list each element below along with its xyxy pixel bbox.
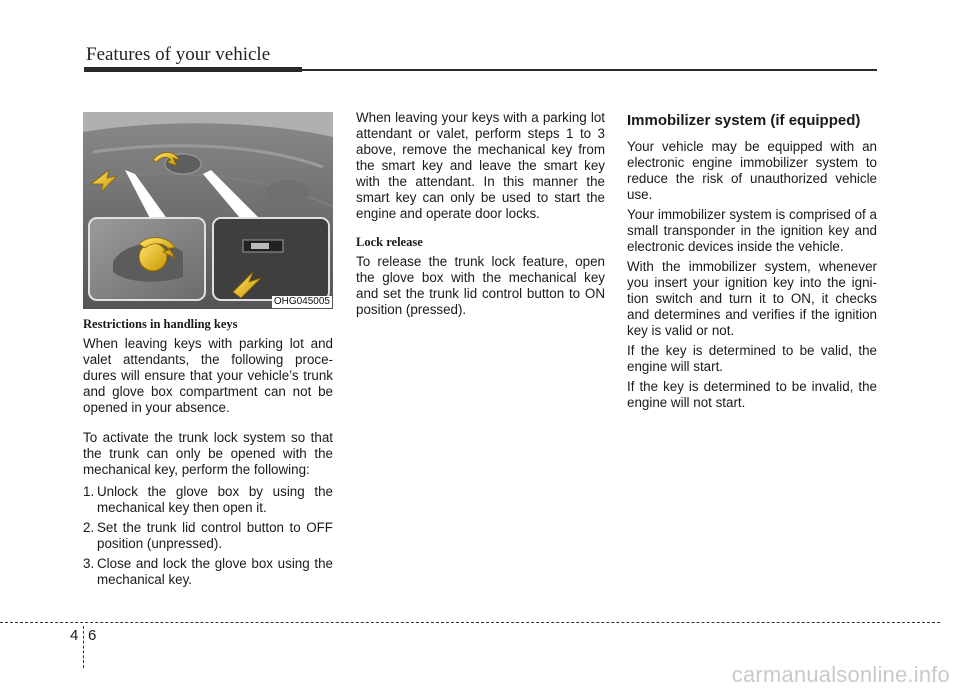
immobilizer-paragraph: If the key is determined to be valid, the engine will start. [627,343,877,374]
valet-paragraph: When leaving your keys with a parking lot attendant or valet, perform steps 1 to 3 above, remove the mechanical key from the smart key and leave the smart key with the attendant. In this manner the smart key can only be used to start the engine and operate door locks. [356,110,605,221]
restrictions-subheading: Restrictions in handling keys [83,317,238,331]
immobilizer-paragraph: Your vehicle may be equipped with an electronic engine immobilizer system to reduce the risk of unauthorized vehicle use. [627,139,877,202]
left-column [83,316,333,592]
list-item: 2. Set the trunk lid control button to OFF position (unpressed). [83,520,333,551]
list-item: 3. Close and lock the glove box using the mechanical key. [83,556,333,587]
footer-divider [83,626,84,668]
immobilizer-paragraph: With the immobilizer system, whenever you insert your ignition key into the igni-tion switch and turn it to ON, it checks and determines and verifies if the ignition key is valid or not. [627,259,877,338]
glove-box-figure [83,112,333,309]
lock-release-paragraph: To release the trunk lock feature, open the glove box with the mechanical key and set the trunk lid control button to ON position (pressed). [356,254,605,317]
right-column [627,112,877,415]
header-rule-thick [84,67,302,72]
immobilizer-paragraph: Your immobilizer system is comprised of a small transponder in the ignition key and electronic devices inside the vehicle. [627,207,877,254]
page-header-title: Features of your vehicle [86,44,271,65]
middle-column [356,110,605,318]
page-number: 6 [88,627,97,644]
restrictions-paragraph: When leaving keys with parking lot and valet attendants, the following proce-dures will ensure that your vehicle’s trunk and glove box compartment can not be opened in your absence. [83,336,333,415]
chapter-number: 4 [70,627,79,644]
list-item: 1. Unlock the glove box by using the mechanical key then open it. [83,484,333,515]
immobilizer-section-title: Immobilizer system (if equipped) [627,112,861,129]
steps-list [83,484,333,588]
header-rule-thin [302,69,877,71]
activate-paragraph: To activate the trunk lock system so that the trunk can only be opened with the mechanical key, perform the following: [83,430,333,477]
footer-rule [0,622,940,623]
figure-code-label: OHG045005 [273,296,330,307]
lock-release-subheading: Lock release [356,235,423,249]
immobilizer-paragraph: If the key is determined to be invalid, the engine will not start. [627,379,877,410]
watermark: carmanualsonline.info [731,662,950,687]
glove-box-illustration [83,112,333,309]
